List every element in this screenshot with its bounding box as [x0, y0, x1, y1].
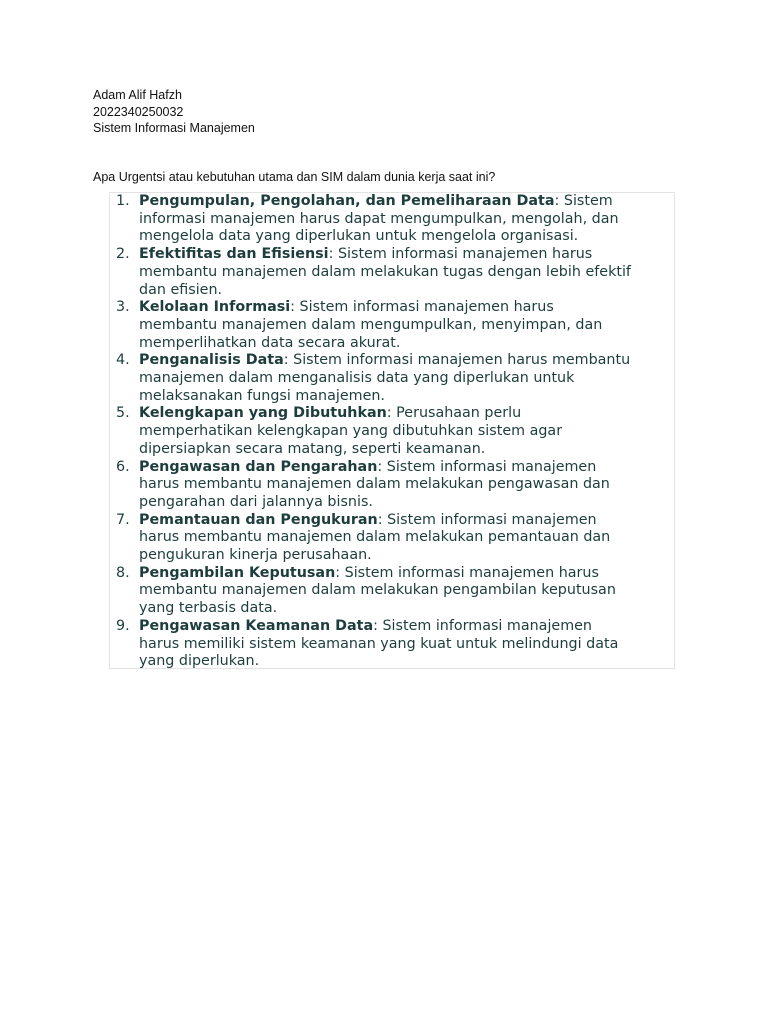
answer-text: harus membantu manajemen dalam melakukan pemantauan dan	[139, 529, 611, 546]
answer-text: pengukuran kinerja perusahaan.	[139, 547, 372, 564]
answer-text: manajemen dalam menganalisis data yang diperlukan untuk	[139, 370, 575, 387]
answer-text: pengarahan dari jalannya bisnis.	[139, 493, 373, 510]
answer-line	[139, 476, 677, 494]
answer-line	[139, 600, 677, 618]
answer-line	[139, 653, 677, 671]
answer-title: Efektifitas dan Efisiensi	[139, 246, 329, 263]
answer-line	[139, 618, 677, 636]
answer-line	[139, 299, 677, 317]
answer-number: 3.	[116, 299, 130, 316]
answer-number: 9.	[116, 617, 130, 634]
answer-text: harus membantu manajemen dalam melakukan pengawasan dan	[139, 476, 610, 493]
answer-line	[139, 529, 677, 547]
answer-text: memperlihatkan data secara akurat.	[139, 334, 401, 351]
author-name: Adam Alif Hafzh	[93, 88, 182, 102]
answer-title: Pengawasan Keamanan Data	[139, 617, 374, 634]
answer-number: 8.	[116, 564, 130, 581]
answer-title: Pengumpulan, Pengolahan, dan Pemeliharaan Data	[139, 193, 555, 209]
answer-text: : Perusahaan perlu	[386, 405, 522, 422]
answer-item	[109, 299, 677, 352]
answer-text: yang terbasis data.	[139, 600, 278, 617]
answer-title: Kelolaan Informasi	[139, 299, 291, 316]
answer-text: yang diperlukan.	[139, 653, 260, 670]
answer-text: dipersiapkan secara matang, seperti keamanan.	[139, 440, 486, 457]
answer-line	[139, 441, 677, 459]
answer-item	[109, 352, 677, 405]
answer-text: : Sistem informasi manajemen harus	[328, 246, 593, 263]
answer-item	[109, 565, 677, 618]
answer-text: membantu manajemen dalam mengumpulkan, menyimpan, dan	[139, 316, 603, 333]
answer-line	[139, 264, 677, 282]
answer-text: : Sistem informasi manajemen	[377, 458, 597, 475]
answer-line	[139, 246, 677, 264]
answer-line	[139, 459, 677, 477]
answer-line	[139, 193, 677, 211]
answer-text: dan efisien.	[139, 281, 223, 298]
answer-text: : Sistem informasi manajemen harus	[290, 299, 554, 316]
answer-line	[139, 282, 677, 300]
answer-text: : Sistem informasi manajemen harus membantu	[283, 352, 631, 369]
answer-item	[109, 405, 677, 458]
answer-text: informasi manajemen harus dapat mengumpulkan, mengolah, dan	[139, 210, 619, 227]
answer-text: : Sistem informasi manajemen	[377, 511, 597, 528]
answer-item	[109, 618, 677, 671]
answer-line	[139, 423, 677, 441]
answer-text: membantu manajemen dalam melakukan pengambilan keputusan	[139, 582, 616, 599]
answer-line	[139, 228, 677, 246]
answer-line	[139, 512, 677, 530]
answer-item	[109, 246, 677, 299]
answer-text: melaksanakan fungsi manajemen.	[139, 387, 385, 404]
answer-item	[109, 193, 677, 246]
answer-line	[139, 317, 677, 335]
answer-number: 7.	[116, 511, 130, 528]
answer-text: mengelola data yang diperlukan untuk mengelola organisasi.	[139, 228, 579, 245]
answer-item	[109, 512, 677, 565]
answer-text: : Sistem informasi manajemen	[373, 617, 592, 634]
answer-line	[139, 388, 677, 406]
answer-line	[139, 565, 677, 583]
answer-line	[139, 335, 677, 353]
answer-line	[139, 547, 677, 565]
answer-text: : Sistem	[554, 193, 613, 209]
answer-text: membantu manajemen dalam melakukan tugas dengan lebih efektif	[139, 263, 631, 280]
student-id: 2022340250032	[93, 104, 184, 119]
answer-list	[109, 193, 677, 671]
author-header	[93, 87, 255, 137]
answer-title: Penganalisis Data	[139, 352, 284, 369]
answer-text: : Sistem informasi manajemen harus	[335, 564, 599, 581]
answer-number: 5.	[116, 405, 130, 422]
answer-title: Pengawasan dan Pengarahan	[139, 458, 378, 475]
answer-line	[139, 405, 677, 423]
answer-number: 6.	[116, 458, 130, 475]
answer-line	[139, 582, 677, 600]
answer-line	[139, 636, 677, 654]
answer-title: Pengambilan Keputusan	[139, 564, 336, 581]
answer-line	[139, 370, 677, 388]
answer-title: Pemantauan dan Pengukuran	[139, 511, 378, 528]
answer-text: memperhatikan kelengkapan yang dibutuhkan sistem agar	[139, 423, 563, 440]
answer-title: Kelengkapan yang Dibutuhkan	[139, 405, 387, 422]
course-name: Sistem Informasi Manajemen	[93, 121, 255, 135]
answer-line	[139, 494, 677, 512]
answer-number: 1.	[116, 193, 130, 209]
answer-text: harus memiliki sistem keamanan yang kuat untuk melindungi data	[139, 635, 619, 652]
answer-item	[109, 459, 677, 512]
answer-line	[139, 211, 677, 229]
answer-number: 2.	[116, 246, 130, 263]
answer-line	[139, 352, 677, 370]
question-text: Apa Urgentsi atau kebutuhan utama dan SIM dalam dunia kerja saat ini?	[93, 170, 496, 184]
answer-number: 4.	[116, 352, 130, 369]
